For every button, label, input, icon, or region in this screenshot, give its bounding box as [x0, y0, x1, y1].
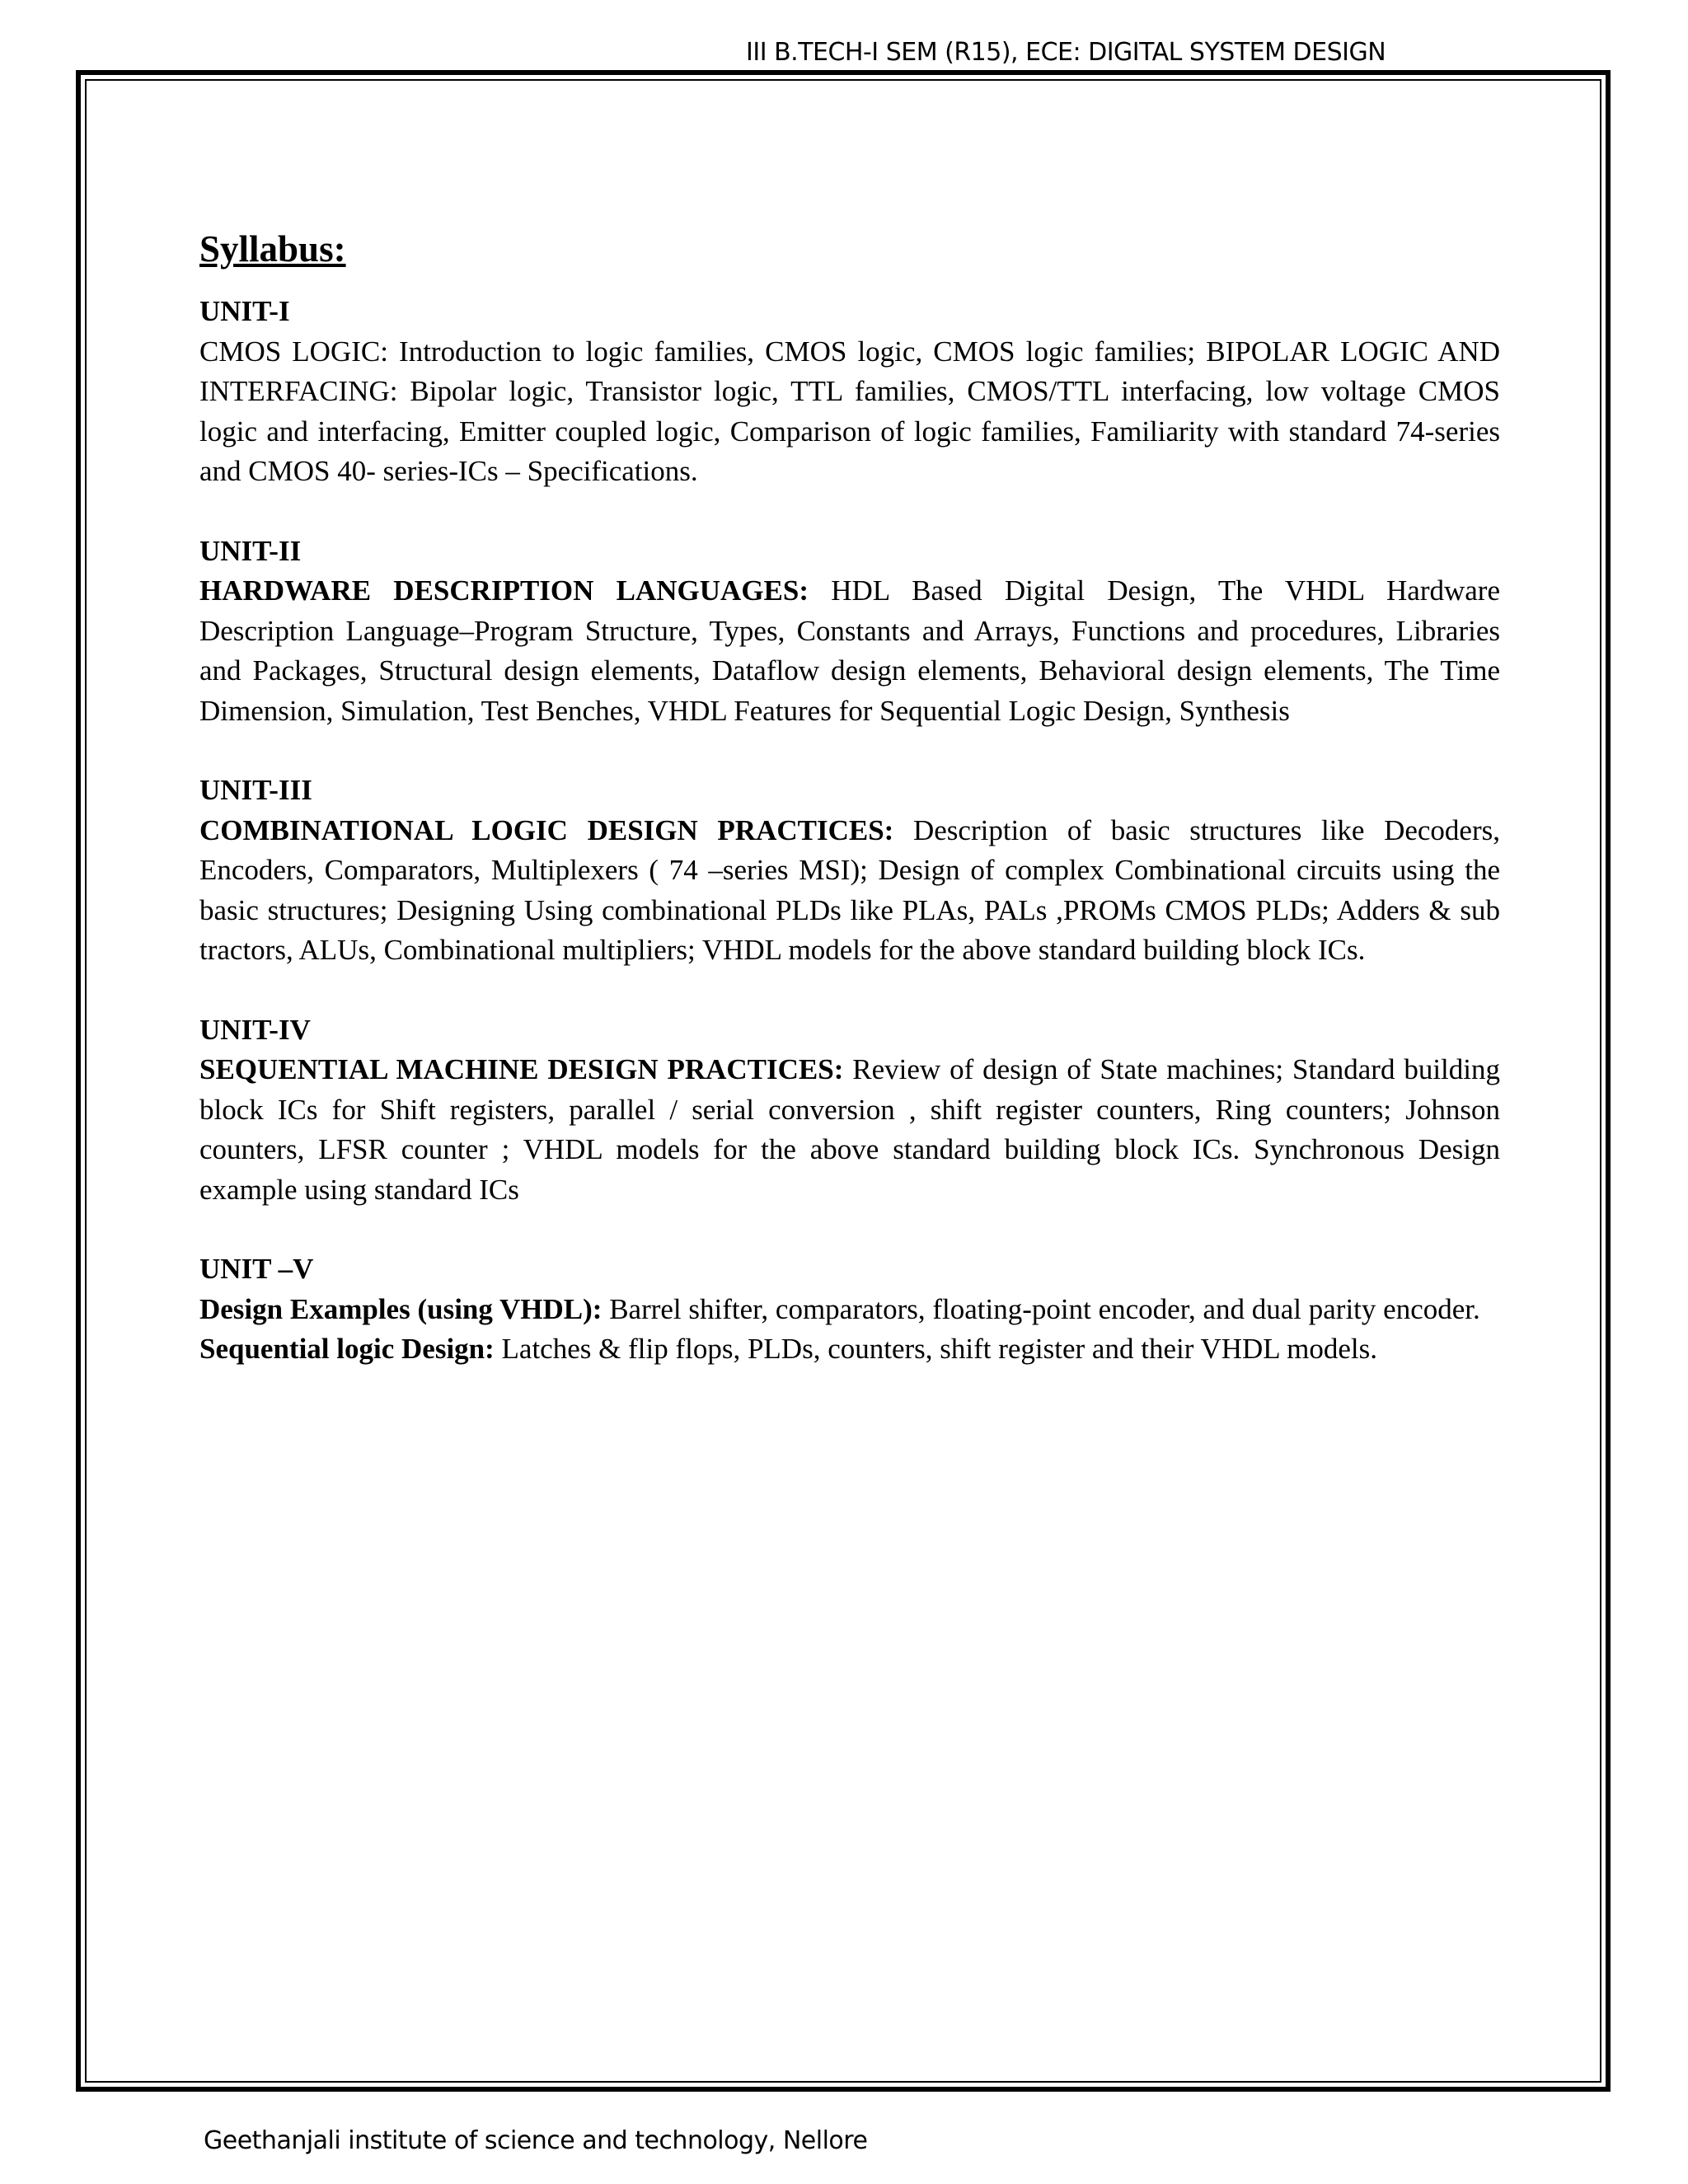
unit-description-text: Description of basic structures like Decoders, Encoders, Comparators, Multiplexers ( 74 –series MSI); Design of complex Combinational circuits using the basic structures; Designing Using combinational PLDs like PLAs, PALs ,PROMs CMOS PLDs; Adders & sub tractors, ALUs, Combinational multipliers; VHDL models for the above standard building block ICs.	[199, 813, 1500, 966]
syllabus-content	[199, 224, 1500, 1409]
unit-description-text: HDL Based Digital Design, The VHDL Hardware Description Language–Program Structure, Types, Constants and Arrays, Functions and procedures, Libraries and Packages, Structural design elements, Dataflow design elements, Behavioral design elements, The Time Dimension, Simulation, Test Benches, VHDL Features for Sequential Logic Design, Synthesis	[199, 574, 1500, 727]
unit-topic-label: COMBINATIONAL LOGIC DESIGN PRACTICES:	[199, 813, 894, 846]
unit-4	[199, 1010, 1500, 1211]
unit-topic-label: HARDWARE DESCRIPTION LANGUAGES:	[199, 574, 809, 607]
unit-heading: UNIT-IV	[199, 1013, 311, 1046]
unit-description	[199, 1290, 1500, 1330]
unit-3	[199, 771, 1500, 971]
unit-topic-label: Design Examples (using VHDL):	[199, 1292, 603, 1325]
unit-topic-label: Sequential logic Design:	[199, 1333, 495, 1365]
syllabus-title: Syllabus:	[199, 228, 346, 269]
unit-description	[199, 811, 1500, 971]
unit-description-text: Review of design of State machines; Standard building block ICs for Shift registers, parallel / serial conversion , shift register counters, Ring counters; Johnson counters, LFSR counter ; VHDL models for the above standard building block ICs. Synchronous Design example using standard ICs	[199, 1053, 1500, 1206]
unit-topic-label: SEQUENTIAL MACHINE DESIGN PRACTICES:	[199, 1053, 844, 1085]
unit-1	[199, 292, 1500, 492]
unit-2	[199, 532, 1500, 732]
unit-description	[199, 1329, 1500, 1370]
page-footer: Geethanjali institute of science and technology, Nellore	[204, 2126, 868, 2155]
unit-heading: UNIT-II	[199, 534, 302, 567]
unit-description-text: Latches & flip flops, PLDs, counters, shift register and their VHDL models.	[494, 1333, 1377, 1365]
unit-description	[199, 332, 1500, 492]
unit-heading: UNIT –V	[199, 1253, 314, 1285]
page-header: III B.TECH-I SEM (R15), ECE: DIGITAL SYSTEM DESIGN	[746, 38, 1386, 67]
unit-heading: UNIT-III	[199, 774, 312, 806]
unit-description	[199, 1050, 1500, 1210]
unit-description	[199, 571, 1500, 731]
unit-description-text: Barrel shifter, comparators, floating-point encoder, and dual parity encoder.	[602, 1292, 1480, 1325]
unit-5	[199, 1249, 1500, 1370]
unit-description-text: CMOS LOGIC: Introduction to logic families, CMOS logic, CMOS logic families; BIPOLAR LOGIC AND INTERFACING: Bipolar logic, Transistor logic, TTL families, CMOS/TTL interfacing, low voltage CMOS logic and interfacing, Emitter coupled logic, Comparison of logic families, Familiarity with standard 74-series and CMOS 40- series-ICs – Specifications.	[199, 335, 1500, 487]
unit-heading: UNIT-I	[199, 295, 290, 327]
